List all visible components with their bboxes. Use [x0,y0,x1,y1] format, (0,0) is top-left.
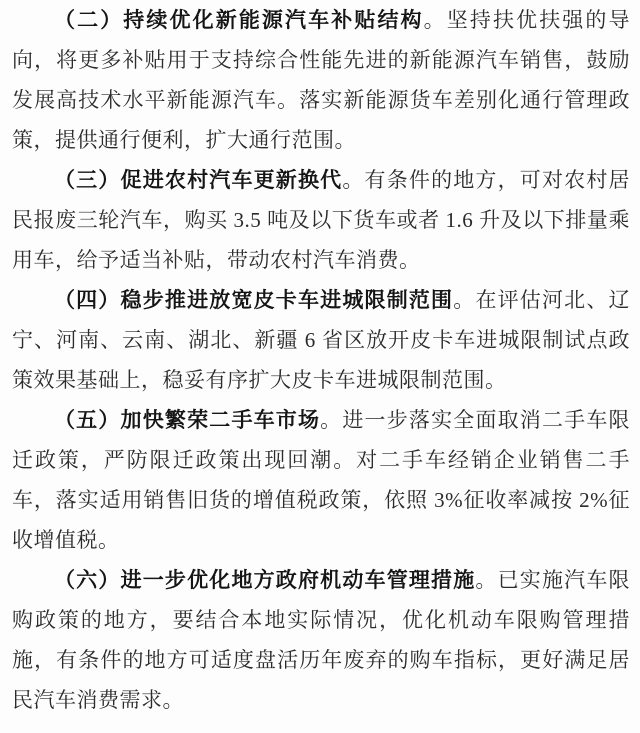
paragraph-4 [12,280,630,400]
paragraph-3 [12,160,630,280]
paragraph-5-body: 进一步落实全面取消二手车限迁政策，严防限迁政策出现回潮。对二手车经销企业销售二手车，落实适用销售旧货的增值税政策，依照 3%征收率减按 2%征收增值税。 [12,408,631,552]
paragraph-5-heading: （五）加快繁荣二手车市场 [54,408,321,432]
paragraph-3-heading-period: 。 [342,168,365,192]
paragraph-5 [12,400,630,560]
paragraph-2 [12,0,630,160]
paragraph-2-body: 坚持扶优扶强的导向，将更多补贴用于支持综合性能先进的新能源汽车销售，鼓励发展高技术水平新能源汽车。落实新能源货车差别化通行管理政策，提供通行便利，扩大通行范围。 [12,8,631,152]
paragraph-6-heading: （六）进一步优化地方政府机动车管理措施 [54,568,476,592]
paragraph-3-body: 有条件的地方，可对农村居民报废三轮汽车，购买 3.5 吨及以下货车或者 1.6 升及以下排量乘用车，给予适当补贴，带动农村汽车消费。 [12,168,631,272]
paragraph-4-heading-period: 。 [453,288,476,312]
paragraph-2-heading: （二）持续优化新能源汽车补贴结构 [54,8,424,32]
paragraph-5-heading-period: 。 [320,408,343,432]
paragraph-4-heading: （四）稳步推进放宽皮卡车进城限制范围 [54,288,454,312]
paragraph-6 [12,560,630,720]
paragraph-6-heading-period: 。 [475,568,498,592]
paragraph-4-body: 在评估河北、辽宁、河南、云南、湖北、新疆 6 省区放开皮卡车进城限制试点政策效果基础上，稳妥有序扩大皮卡车进城限制范围。 [12,288,631,392]
paragraph-6-body: 已实施汽车限购政策的地方，要结合本地实际情况，优化机动车限购管理措施，有条件的地方可适度盘活历年废弃的购车指标，更好满足居民汽车消费需求。 [12,568,631,712]
paragraph-3-heading: （三）促进农村汽车更新换代 [54,168,343,192]
paragraph-2-heading-period: 。 [423,8,447,32]
